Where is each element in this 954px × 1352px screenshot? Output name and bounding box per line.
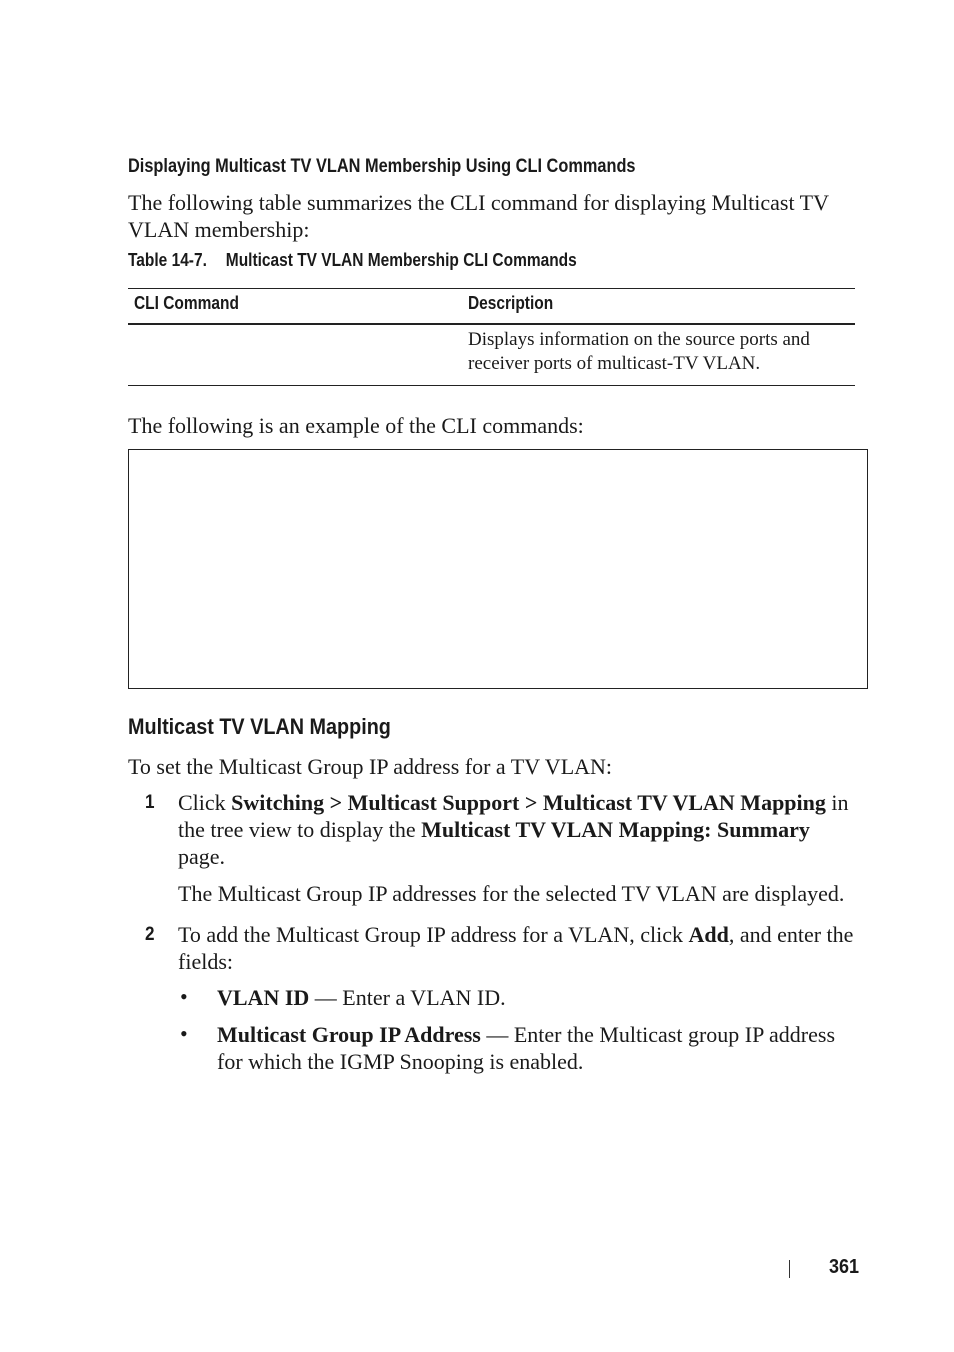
field-name: VLAN ID (217, 985, 310, 1010)
subsection-heading: Multicast TV VLAN Mapping (128, 714, 391, 739)
intro-paragraph: The following table summarizes the CLI command for displaying Multicast TV VLAN membership: (128, 190, 829, 242)
field-item (217, 1021, 857, 1075)
bullet: • (180, 984, 188, 1009)
page-number: 361 (829, 1256, 860, 1278)
field-description: — Enter the Multicast group IP address for which the IGMP Snooping is enabled. (217, 1022, 836, 1074)
table-number: Table 14-7. (128, 250, 207, 270)
step-text (178, 789, 858, 870)
footer-divider (789, 1260, 790, 1278)
step-text-part: Click (178, 790, 232, 815)
step-text-part: in the tree view to display the (178, 790, 849, 842)
table-header-rule (128, 323, 855, 325)
table-cell-description: Displays information on the source ports and receiver ports of multicast-TV VLAN. (468, 329, 810, 374)
table-header-cli-command: CLI Command (134, 293, 239, 313)
step-text-part: , and enter the fields: (178, 922, 854, 974)
example-intro: The following is an example of the CLI commands: (128, 413, 584, 438)
menu-path: Switching > Multicast Support > Multicast TV VLAN Mapping (231, 790, 826, 815)
table-caption (128, 250, 577, 271)
set-intro: To set the Multicast Group IP address for a TV VLAN: (128, 754, 613, 779)
step-text-part: page. (178, 844, 226, 869)
table-bottom-rule (128, 385, 855, 386)
table-header-description: Description (468, 293, 554, 313)
step-text (178, 921, 858, 975)
step-note: The Multicast Group IP addresses for the selected TV VLAN are displayed. (178, 881, 845, 906)
field-item (217, 984, 857, 1011)
bullet: • (180, 1021, 188, 1046)
field-description: — Enter a VLAN ID. (309, 985, 506, 1010)
page-name: Multicast TV VLAN Mapping: Summary (421, 817, 810, 842)
field-name: Multicast Group IP Address (217, 1022, 481, 1047)
section-heading: Displaying Multicast TV VLAN Membership Using CLI Commands (128, 156, 636, 177)
table-top-rule (128, 288, 855, 289)
step-number: 2 (145, 924, 155, 945)
table-title: Multicast TV VLAN Membership CLI Commands (225, 250, 577, 270)
button-name: Add (688, 922, 729, 947)
cli-example-box (128, 449, 868, 689)
step-number: 1 (145, 792, 155, 813)
step-text-part: To add the Multicast Group IP address for a VLAN, click (178, 922, 689, 947)
